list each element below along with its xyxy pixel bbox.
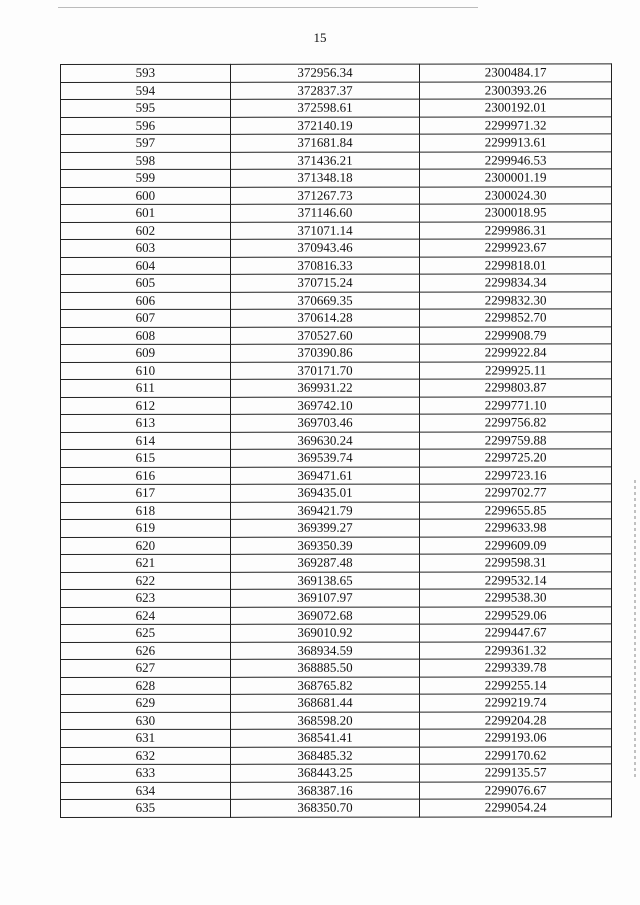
point-number-cell: 623 [61,589,231,607]
point-number-cell: 610 [61,362,231,380]
point-number-cell: 624 [61,607,231,625]
table-row [61,746,612,764]
point-number-cell: 604 [61,257,231,275]
table-row [61,414,612,432]
y-coordinate-cell: 2299193.06 [420,729,612,747]
y-coordinate-cell: 2299702.77 [420,484,612,502]
y-coordinate-cell: 2299447.67 [420,624,612,642]
x-coordinate-cell: 368541.41 [230,729,420,747]
y-coordinate-cell: 2299725.20 [420,449,612,467]
point-number-cell: 593 [61,64,231,82]
x-coordinate-cell: 369010.92 [230,624,420,642]
table-row [61,606,612,624]
point-number-cell: 625 [61,624,231,642]
table-row [61,729,612,747]
table-row [61,169,612,187]
table-row [61,624,612,642]
x-coordinate-cell: 368485.32 [230,747,420,765]
y-coordinate-cell: 2299076.67 [420,781,612,799]
point-number-cell: 621 [61,554,231,572]
x-coordinate-cell: 371681.84 [230,134,420,152]
x-coordinate-cell: 369630.24 [230,432,420,450]
x-coordinate-cell: 370390.86 [230,344,420,362]
x-coordinate-cell: 372837.37 [230,82,420,100]
y-coordinate-cell: 2299908.79 [420,326,612,344]
y-coordinate-cell: 2299529.06 [420,606,612,624]
table-row [61,361,612,379]
scan-edge-artifact [634,480,636,780]
x-coordinate-cell: 371267.73 [230,187,420,205]
x-coordinate-cell: 369471.61 [230,467,420,485]
point-number-cell: 628 [61,677,231,695]
y-coordinate-cell: 2299986.31 [420,221,612,239]
x-coordinate-cell: 368598.20 [230,712,420,730]
x-coordinate-cell: 370669.35 [230,292,420,310]
x-coordinate-cell: 372140.19 [230,117,420,135]
point-number-cell: 626 [61,642,231,660]
table-row [61,466,612,484]
point-number-cell: 597 [61,134,231,152]
point-number-cell: 629 [61,694,231,712]
point-number-cell: 609 [61,344,231,362]
y-coordinate-cell: 2299135.57 [420,764,612,782]
y-coordinate-cell: 2299756.82 [420,414,612,432]
point-number-cell: 607 [61,309,231,327]
x-coordinate-cell: 368765.82 [230,677,420,695]
point-number-cell: 614 [61,432,231,450]
y-coordinate-cell: 2299054.24 [420,799,612,817]
point-number-cell: 634 [61,782,231,800]
table-row [61,291,612,309]
point-number-cell: 613 [61,414,231,432]
point-number-cell: 617 [61,484,231,502]
x-coordinate-cell: 369703.46 [230,414,420,432]
coordinates-table-body [61,64,612,817]
x-coordinate-cell: 370715.24 [230,274,420,292]
x-coordinate-cell: 368934.59 [230,642,420,660]
table-row [61,221,612,239]
x-coordinate-cell: 371436.21 [230,152,420,170]
table-row [61,589,612,607]
x-coordinate-cell: 371071.14 [230,222,420,240]
y-coordinate-cell: 2299759.88 [420,431,612,449]
table-row [61,641,612,659]
y-coordinate-cell: 2299361.32 [420,641,612,659]
point-number-cell: 598 [61,152,231,170]
point-number-cell: 620 [61,537,231,555]
point-number-cell: 594 [61,82,231,100]
point-number-cell: 595 [61,99,231,117]
table-row [61,676,612,694]
point-number-cell: 633 [61,764,231,782]
table-row [61,571,612,589]
table-row [61,781,612,799]
table-row [61,694,612,712]
table-row [61,379,612,397]
x-coordinate-cell: 368681.44 [230,694,420,712]
x-coordinate-cell: 369931.22 [230,379,420,397]
table-row [61,186,612,204]
scan-top-rule [58,7,478,8]
table-row [61,431,612,449]
x-coordinate-cell: 370816.33 [230,257,420,275]
table-row [61,554,612,572]
y-coordinate-cell: 2300192.01 [420,99,612,117]
x-coordinate-cell: 370171.70 [230,362,420,380]
x-coordinate-cell: 369072.68 [230,607,420,625]
y-coordinate-cell: 2299170.62 [420,746,612,764]
point-number-cell: 605 [61,274,231,292]
x-coordinate-cell: 369350.39 [230,537,420,555]
y-coordinate-cell: 2299532.14 [420,571,612,589]
x-coordinate-cell: 368885.50 [230,659,420,677]
y-coordinate-cell: 2299771.10 [420,396,612,414]
y-coordinate-cell: 2299723.16 [420,466,612,484]
y-coordinate-cell: 2299655.85 [420,501,612,519]
point-number-cell: 622 [61,572,231,590]
table-row [61,116,612,134]
point-number-cell: 612 [61,397,231,415]
table-row [61,204,612,222]
point-number-cell: 615 [61,449,231,467]
table-row [61,274,612,292]
x-coordinate-cell: 370527.60 [230,327,420,345]
table-row [61,309,612,327]
point-number-cell: 606 [61,292,231,310]
point-number-cell: 616 [61,467,231,485]
page-number: 15 [313,30,327,45]
y-coordinate-cell: 2299609.09 [420,536,612,554]
y-coordinate-cell: 2299922.84 [420,344,612,362]
y-coordinate-cell: 2299818.01 [420,256,612,274]
y-coordinate-cell: 2300484.17 [420,64,612,82]
y-coordinate-cell: 2300393.26 [420,81,612,99]
point-number-cell: 608 [61,327,231,345]
point-number-cell: 631 [61,729,231,747]
table-row [61,64,612,82]
x-coordinate-cell: 368350.70 [230,799,420,817]
point-number-cell: 602 [61,222,231,240]
x-coordinate-cell: 369539.74 [230,449,420,467]
y-coordinate-cell: 2300001.19 [420,169,612,187]
y-coordinate-cell: 2299923.67 [420,239,612,257]
point-number-cell: 619 [61,519,231,537]
y-coordinate-cell: 2299834.34 [420,274,612,292]
x-coordinate-cell: 369421.79 [230,502,420,520]
point-number-cell: 618 [61,502,231,520]
y-coordinate-cell: 2299598.31 [420,554,612,572]
point-number-cell: 632 [61,747,231,765]
x-coordinate-cell: 371348.18 [230,169,420,187]
point-number-cell: 630 [61,712,231,730]
table-row [61,81,612,99]
point-number-cell: 596 [61,117,231,135]
coordinates-table [60,63,612,817]
table-row [61,256,612,274]
y-coordinate-cell: 2299852.70 [420,309,612,327]
x-coordinate-cell: 372956.34 [230,64,420,82]
table-row [61,536,612,554]
x-coordinate-cell: 369107.97 [230,589,420,607]
y-coordinate-cell: 2299633.98 [420,519,612,537]
y-coordinate-cell: 2299255.14 [420,676,612,694]
table-row [61,326,612,344]
x-coordinate-cell: 369435.01 [230,484,420,502]
point-number-cell: 627 [61,659,231,677]
y-coordinate-cell: 2299219.74 [420,694,612,712]
table-row [61,151,612,169]
x-coordinate-cell: 369742.10 [230,397,420,415]
y-coordinate-cell: 2300018.95 [420,204,612,222]
table-row [61,711,612,729]
y-coordinate-cell: 2299832.30 [420,291,612,309]
x-coordinate-cell: 371146.60 [230,204,420,222]
table-row [61,449,612,467]
x-coordinate-cell: 368443.25 [230,764,420,782]
y-coordinate-cell: 2299971.32 [420,116,612,134]
y-coordinate-cell: 2299946.53 [420,151,612,169]
point-number-cell: 599 [61,169,231,187]
x-coordinate-cell: 369287.48 [230,554,420,572]
x-coordinate-cell: 368387.16 [230,782,420,800]
table-row [61,134,612,152]
x-coordinate-cell: 369399.27 [230,519,420,537]
point-number-cell: 601 [61,204,231,222]
table-row [61,764,612,782]
y-coordinate-cell: 2300024.30 [420,186,612,204]
y-coordinate-cell: 2299803.87 [420,379,612,397]
y-coordinate-cell: 2299913.61 [420,134,612,152]
table-row [61,344,612,362]
point-number-cell: 611 [61,379,231,397]
x-coordinate-cell: 369138.65 [230,572,420,590]
y-coordinate-cell: 2299339.78 [420,659,612,677]
table-row [61,239,612,257]
table-row [61,99,612,117]
y-coordinate-cell: 2299925.11 [420,361,612,379]
table-row [61,799,612,817]
table-row [61,519,612,537]
x-coordinate-cell: 370614.28 [230,309,420,327]
table-row [61,396,612,414]
point-number-cell: 600 [61,187,231,205]
table-row [61,501,612,519]
point-number-cell: 603 [61,239,231,257]
point-number-cell: 635 [61,799,231,817]
y-coordinate-cell: 2299538.30 [420,589,612,607]
table-row [61,484,612,502]
x-coordinate-cell: 372598.61 [230,99,420,117]
y-coordinate-cell: 2299204.28 [420,711,612,729]
table-row [61,659,612,677]
x-coordinate-cell: 370943.46 [230,239,420,257]
